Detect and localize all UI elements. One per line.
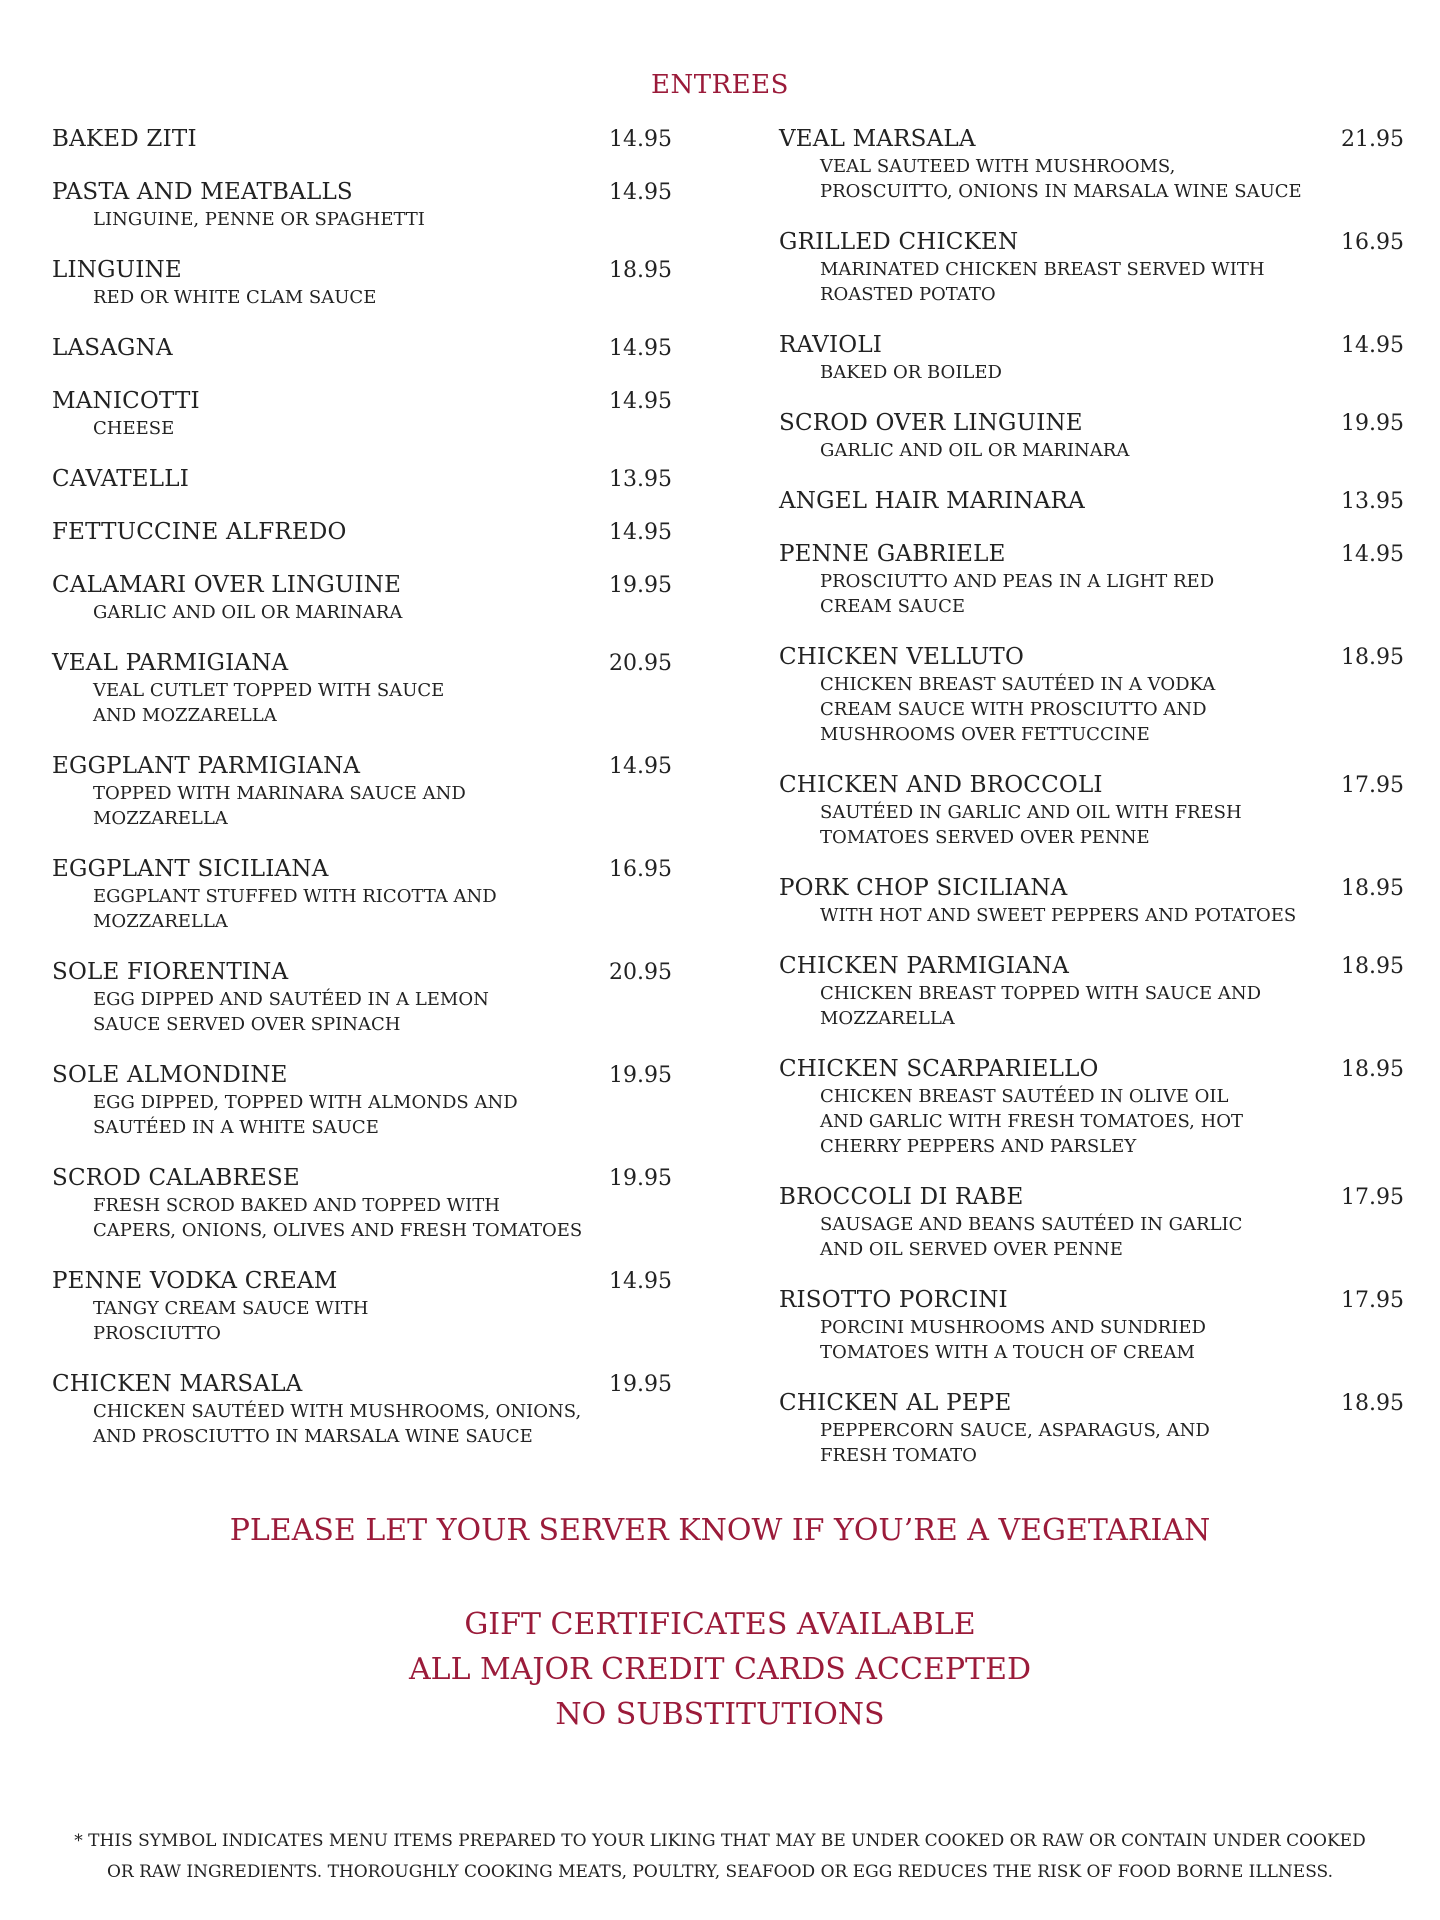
menu-item <box>52 125 672 154</box>
menu-item-name: BAKED ZITI <box>52 126 197 152</box>
menu-item-name: CHICKEN AL PEPE <box>779 1390 1012 1416</box>
menu-item-name: RAVIOLI <box>779 332 883 358</box>
menu-item-header <box>779 952 1404 981</box>
menu-item-price: 17.95 <box>1341 1185 1404 1210</box>
menu-item-price: 21.95 <box>1341 127 1404 152</box>
menu-item <box>779 874 1404 928</box>
menu-item-price: 14.95 <box>1341 333 1404 358</box>
menu-item <box>779 331 1404 385</box>
menu-item-description: WITH HOT AND SWEET PEPPERS AND POTATOES <box>820 905 1297 926</box>
menu-item-price: 20.95 <box>609 960 672 985</box>
menu-item-name: BROCCOLI DI RABE <box>779 1184 1024 1210</box>
disclaimer-line: * THIS SYMBOL INDICATES MENU ITEMS PREPARED TO YOUR LIKING THAT MAY BE UNDER COOKED OR RAW OR CONTAIN UNDER COOKED <box>74 1831 1366 1851</box>
menu-item-price: 18.95 <box>1341 645 1404 670</box>
menu-item-name: MANICOTTI <box>52 388 200 414</box>
menu-item-header <box>52 649 672 678</box>
menu-item-name: PENNE GABRIELE <box>779 541 1006 567</box>
menu-item-name: SOLE FIORENTINA <box>52 959 289 985</box>
menu-item-name: GRILLED CHICKEN <box>779 229 1019 255</box>
menu-item-name: PENNE VODKA CREAM <box>52 1268 338 1294</box>
menu-item-description: BAKED OR BOILED <box>820 362 1002 383</box>
menu-item-price: 14.95 <box>609 389 672 414</box>
menu-item-description: CHICKEN BREAST TOPPED WITH SAUCE AND MOZZARELLA <box>820 983 1262 1029</box>
menu-item-header <box>52 387 672 416</box>
section-title: ENTREES <box>651 70 789 100</box>
menu-item-header <box>52 256 672 285</box>
menu-item-header <box>52 465 672 494</box>
menu-item <box>52 334 672 363</box>
menu-item-name: RISOTTO PORCINI <box>779 1287 1008 1313</box>
credit-cards-notice: ALL MAJOR CREDIT CARDS ACCEPTED <box>408 1652 1032 1687</box>
menu-item-name: FETTUCCINE ALFREDO <box>52 519 347 545</box>
menu-item-price: 18.95 <box>1341 876 1404 901</box>
menu-item <box>779 1183 1404 1262</box>
menu-item-header <box>779 771 1404 800</box>
menu-item-price: 19.95 <box>1341 411 1404 436</box>
menu-item-price: 16.95 <box>1341 230 1404 255</box>
menu-item-price: 18.95 <box>609 258 672 283</box>
menu-item <box>779 228 1404 307</box>
menu-item-description: EGGPLANT STUFFED WITH RICOTTA AND MOZZARELLA <box>93 886 497 932</box>
menu-item-description: GARLIC AND OIL OR MARINARA <box>93 602 403 623</box>
menu-item-header <box>52 334 672 363</box>
menu-column-left <box>52 125 672 1473</box>
menu-item-price: 14.95 <box>609 754 672 779</box>
menu-item-name: PASTA AND MEATBALLS <box>52 179 353 205</box>
disclaimer-line: OR RAW INGREDIENTS. THOROUGHLY COOKING MEATS, POULTRY, SEAFOOD OR EGG REDUCES THE RISK OF FOOD BORNE ILLNESS. <box>106 1862 1334 1882</box>
food-safety-disclaimer <box>0 1826 1440 1888</box>
menu-item-header <box>779 874 1404 903</box>
menu-item-name: CHICKEN AND BROCCOLI <box>779 772 1103 798</box>
menu-item-header <box>779 1286 1404 1315</box>
menu-item-description: VEAL CUTLET TOPPED WITH SAUCE AND MOZZARELLA <box>93 680 445 726</box>
menu-item-description: PROSCIUTTO AND PEAS IN A LIGHT RED CREAM SAUCE <box>820 571 1215 617</box>
menu-item <box>779 409 1404 463</box>
menu-item-name: CHICKEN MARSALA <box>52 1371 303 1397</box>
menu-item-header <box>52 1061 672 1090</box>
menu-item-header <box>52 518 672 547</box>
menu-item-price: 14.95 <box>1341 542 1404 567</box>
menu-item-header <box>52 178 672 207</box>
menu-item-description: EGG DIPPED AND SAUTÉED IN A LEMON SAUCE SERVED OVER SPINACH <box>93 989 489 1035</box>
menu-item <box>779 643 1404 747</box>
menu-item-name: EGGPLANT SICILIANA <box>52 856 329 882</box>
menu-item <box>52 256 672 310</box>
menu-item-description: GARLIC AND OIL OR MARINARA <box>820 440 1130 461</box>
menu-item-name: EGGPLANT PARMIGIANA <box>52 753 361 779</box>
menu-item <box>52 387 672 441</box>
menu-item-name: SOLE ALMONDINE <box>52 1062 288 1088</box>
menu-item-description: CHICKEN SAUTÉED WITH MUSHROOMS, ONIONS, AND PROSCIUTTO IN MARSALA WINE SAUCE <box>93 1401 582 1447</box>
menu-item-description: FRESH SCROD BAKED AND TOPPED WITH CAPERS, ONIONS, OLIVES AND FRESH TOMATOES <box>93 1195 583 1241</box>
menu-item-price: 13.95 <box>609 467 672 492</box>
menu-item-description: CHICKEN BREAST SAUTÉED IN A VODKA CREAM SAUCE WITH PROSCIUTTO AND MUSHROOMS OVER FETTUCCINE <box>820 674 1216 745</box>
menu-item-name: CHICKEN VELLUTO <box>779 644 1025 670</box>
menu-item-name: CALAMARI OVER LINGUINE <box>52 572 402 598</box>
menu-item-price: 20.95 <box>609 651 672 676</box>
menu-item-description: PEPPERCORN SAUCE, ASPARAGUS, AND FRESH TOMATO <box>820 1420 1210 1466</box>
menu-item-price: 17.95 <box>1341 773 1404 798</box>
menu-item <box>779 540 1404 619</box>
menu-item <box>52 571 672 625</box>
menu-item-header <box>779 487 1404 516</box>
menu-item <box>779 1055 1404 1159</box>
menu-item-price: 14.95 <box>609 336 672 361</box>
menu-item-price: 18.95 <box>1341 954 1404 979</box>
menu-item-name: VEAL PARMIGIANA <box>52 650 289 676</box>
menu-item-price: 14.95 <box>609 127 672 152</box>
menu-item-price: 14.95 <box>609 1269 672 1294</box>
menu-item-description: TANGY CREAM SAUCE WITH PROSCIUTTO <box>93 1298 369 1344</box>
menu-item-name: SCROD CALABRESE <box>52 1165 300 1191</box>
menu-item <box>779 125 1404 204</box>
menu-item <box>52 1267 672 1346</box>
menu-item-header <box>779 1389 1404 1418</box>
menu-item <box>52 1061 672 1140</box>
menu-item <box>779 487 1404 516</box>
menu-item-price: 17.95 <box>1341 1288 1404 1313</box>
menu-item-price: 18.95 <box>1341 1391 1404 1416</box>
menu-item-description: CHICKEN BREAST SAUTÉED IN OLIVE OIL AND GARLIC WITH FRESH TOMATOES, HOT CHERRY PEPPERS AND PARSLEY <box>820 1086 1244 1157</box>
menu-item-header <box>779 1183 1404 1212</box>
menu-item-description: PORCINI MUSHROOMS AND SUNDRIED TOMATOES WITH A TOUCH OF CREAM <box>820 1317 1206 1363</box>
menu-item <box>52 178 672 232</box>
menu-item-description: MARINATED CHICKEN BREAST SERVED WITH ROASTED POTATO <box>820 259 1265 305</box>
menu-item-price: 14.95 <box>609 520 672 545</box>
menu-item-description: VEAL SAUTEED WITH MUSHROOMS, PROSCUITTO, ONIONS IN MARSALA WINE SAUCE <box>820 156 1302 202</box>
menu-item-header <box>779 1055 1404 1084</box>
menu-item-name: CHICKEN SCARPARIELLO <box>779 1056 1099 1082</box>
menu-item-name: ANGEL HAIR MARINARA <box>779 488 1085 514</box>
menu-item-price: 14.95 <box>609 180 672 205</box>
menu-item-header <box>779 331 1404 360</box>
menu-item-header <box>779 643 1404 672</box>
menu-item-description: TOPPED WITH MARINARA SAUCE AND MOZZARELLA <box>93 783 466 829</box>
menu-item-price: 19.95 <box>609 1372 672 1397</box>
menu-item-description: SAUSAGE AND BEANS SAUTÉED IN GARLIC AND OIL SERVED OVER PENNE <box>820 1214 1243 1260</box>
menu-item-header <box>779 125 1404 154</box>
menu-item <box>779 952 1404 1031</box>
menu-item <box>52 1164 672 1243</box>
menu-item-price: 13.95 <box>1341 489 1404 514</box>
menu-item-header <box>779 540 1404 569</box>
menu-item-header <box>52 855 672 884</box>
menu-item-description: CHEESE <box>93 418 175 439</box>
menu-item <box>52 855 672 934</box>
menu-item <box>52 752 672 831</box>
menu-item <box>52 649 672 728</box>
info-notices <box>0 1602 1440 1737</box>
menu-item-description: EGG DIPPED, TOPPED WITH ALMONDS AND SAUTÉED IN A WHITE SAUCE <box>93 1092 518 1138</box>
menu-item-price: 19.95 <box>609 573 672 598</box>
menu-column-right <box>779 125 1404 1492</box>
gift-certificates-notice: GIFT CERTIFICATES AVAILABLE <box>464 1607 976 1642</box>
menu-item <box>52 518 672 547</box>
menu-item-header <box>52 1164 672 1193</box>
menu-item-name: LASAGNA <box>52 335 173 361</box>
menu-item-description: RED OR WHITE CLAM SAUCE <box>93 287 377 308</box>
menu-item <box>779 771 1404 850</box>
menu-item-header <box>779 409 1404 438</box>
menu-item-price: 16.95 <box>609 857 672 882</box>
no-substitutions-notice: NO SUBSTITUTIONS <box>555 1697 885 1732</box>
menu-item-header <box>779 228 1404 257</box>
menu-item-price: 19.95 <box>609 1063 672 1088</box>
menu-item-name: PORK CHOP SICILIANA <box>779 875 1068 901</box>
menu-item-header <box>52 752 672 781</box>
menu-item <box>779 1389 1404 1468</box>
menu-item-header <box>52 958 672 987</box>
menu-item-description: LINGUINE, PENNE OR SPAGHETTI <box>93 209 425 230</box>
menu-item-price: 18.95 <box>1341 1057 1404 1082</box>
menu-item <box>52 465 672 494</box>
vegetarian-notice: PLEASE LET YOUR SERVER KNOW IF YOU’RE A VEGETARIAN <box>229 1513 1211 1548</box>
menu-item <box>779 1286 1404 1365</box>
menu-item-price: 19.95 <box>609 1166 672 1191</box>
menu-item-name: CAVATELLI <box>52 466 190 492</box>
menu-item-header <box>52 571 672 600</box>
menu-item-name: LINGUINE <box>52 257 182 283</box>
menu-item <box>52 1370 672 1449</box>
menu-item-name: VEAL MARSALA <box>779 126 976 152</box>
menu-item-name: SCROD OVER LINGUINE <box>779 410 1083 436</box>
menu-item-header <box>52 1267 672 1296</box>
menu-item-header <box>52 125 672 154</box>
menu-item <box>52 958 672 1037</box>
menu-item-name: CHICKEN PARMIGIANA <box>779 953 1070 979</box>
menu-item-header <box>52 1370 672 1399</box>
menu-item-description: SAUTÉED IN GARLIC AND OIL WITH FRESH TOMATOES SERVED OVER PENNE <box>820 802 1242 848</box>
